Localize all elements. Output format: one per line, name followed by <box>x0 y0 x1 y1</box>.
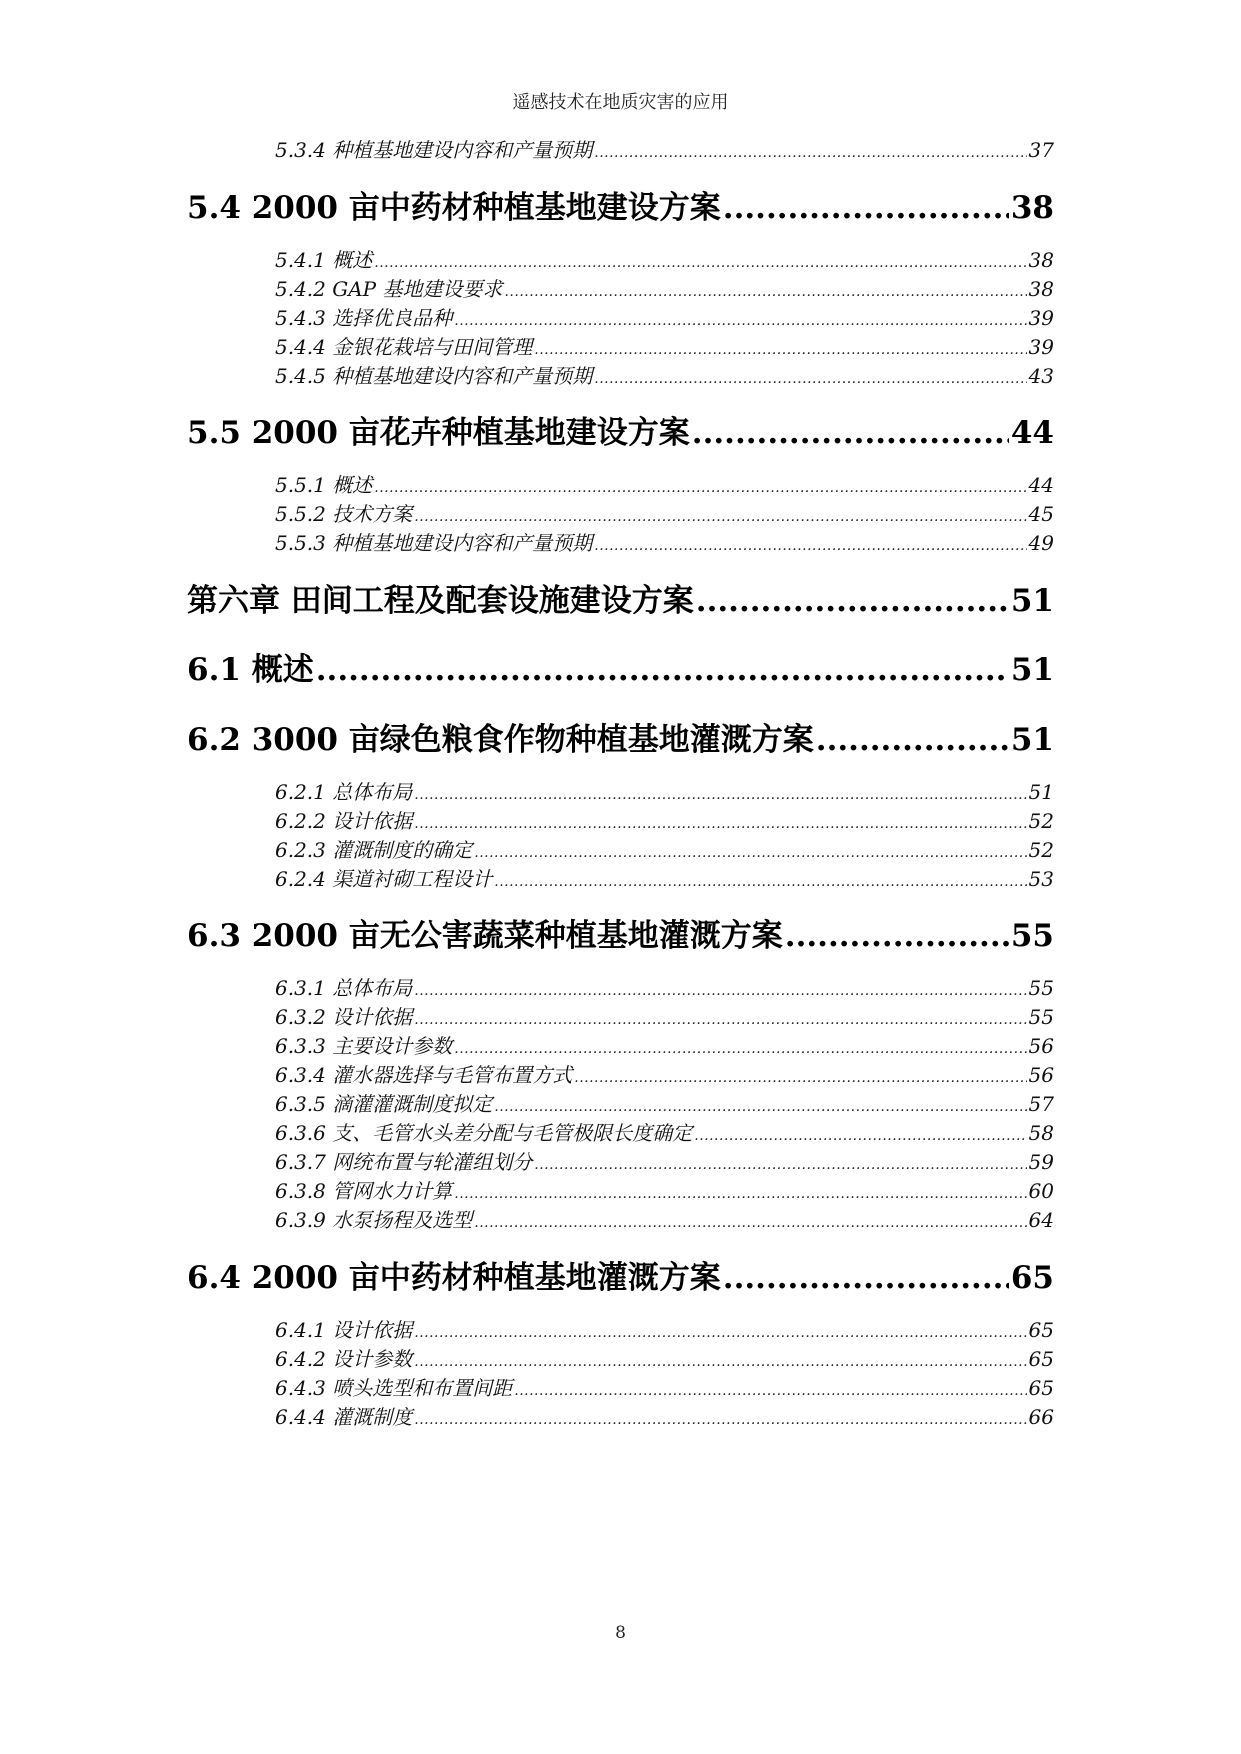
toc-entry-page: 39 <box>1028 306 1054 330</box>
toc-entry-label: 第六章 田间工程及配套设施建设方案 <box>187 583 694 619</box>
toc-section-entry[interactable] <box>187 188 1054 228</box>
toc-dot-leader <box>414 500 1026 531</box>
toc-subsection-entry[interactable] <box>275 1206 1054 1234</box>
toc-dot-leader <box>494 865 1026 896</box>
toc-entry-label: 5.5.1 概述 <box>275 473 373 497</box>
toc-entry-page: 65 <box>1028 1347 1054 1371</box>
toc-entry-label: 5.4 2000 亩中药材种植基地建设方案 <box>187 190 721 226</box>
toc-section-entry[interactable] <box>187 916 1054 956</box>
toc-subsection-entry[interactable] <box>275 333 1054 361</box>
toc-subsection-entry[interactable] <box>275 865 1054 893</box>
toc-subsection-entry[interactable] <box>275 1032 1054 1060</box>
toc-dot-leader <box>816 720 1009 760</box>
toc-subsection-entry[interactable] <box>275 1403 1054 1431</box>
toc-entry-label: 5.4.2 GAP 基地建设要求 <box>275 277 503 301</box>
page-number: 8 <box>615 1623 626 1643</box>
toc-dot-leader <box>696 581 1009 621</box>
toc-entry-page: 65 <box>1028 1318 1054 1342</box>
toc-entry-label: 6.2.3 灌溉制度的确定 <box>275 838 473 862</box>
toc-entry-label: 6.2.4 渠道衬砌工程设计 <box>275 867 493 891</box>
toc-subsection-entry[interactable] <box>275 778 1054 806</box>
toc-entry-label: 6.2.2 设计依据 <box>275 809 413 833</box>
toc-dot-leader <box>454 304 1026 335</box>
toc-subsection-entry[interactable] <box>275 1003 1054 1031</box>
toc-dot-leader <box>494 1090 1026 1121</box>
toc-entry-label: 6.3.3 主要设计参数 <box>275 1034 453 1058</box>
toc-entry-label: 5.5.3 种植基地建设内容和产量预期 <box>275 531 593 555</box>
toc-dot-leader <box>414 807 1026 838</box>
toc-entry-label: 5.3.4 种植基地建设内容和产量预期 <box>275 138 593 162</box>
toc-subsection-entry[interactable] <box>275 275 1054 303</box>
toc-dot-leader <box>414 1003 1026 1034</box>
toc-subsection-entry[interactable] <box>275 1374 1054 1402</box>
toc-entry-label: 6.1 概述 <box>187 652 314 688</box>
toc-dot-leader <box>454 1177 1026 1208</box>
toc-subsection-entry[interactable] <box>275 246 1054 274</box>
toc-entry-label: 6.3.6 支、毛管水头差分配与毛管极限长度确定 <box>275 1121 693 1145</box>
toc-entry-label: 6.3.9 水泵扬程及选型 <box>275 1208 473 1232</box>
toc-dot-leader <box>534 1148 1026 1179</box>
toc-section-entry[interactable] <box>187 1258 1054 1298</box>
toc-dot-leader <box>594 529 1026 560</box>
toc-entry-page: 45 <box>1028 502 1054 526</box>
toc-dot-leader <box>414 974 1026 1005</box>
toc-entry-page: 43 <box>1028 364 1054 388</box>
toc-entry-page: 57 <box>1028 1092 1054 1116</box>
toc-entry-page: 66 <box>1028 1405 1054 1429</box>
toc-dot-leader <box>316 650 1009 690</box>
toc-subsection-entry[interactable] <box>275 1061 1054 1089</box>
toc-dot-leader <box>374 471 1026 502</box>
toc-entry-label: 6.4.2 设计参数 <box>275 1347 413 1371</box>
toc-entry-page: 49 <box>1028 531 1054 555</box>
toc-entry-label: 5.4.4 金银花栽培与田间管理 <box>275 335 533 359</box>
toc-subsection-entry[interactable] <box>275 362 1054 390</box>
toc-entry-page: 58 <box>1028 1121 1054 1145</box>
toc-dot-leader <box>534 333 1026 364</box>
toc-section-entry[interactable] <box>187 650 1054 690</box>
toc-entry-page: 56 <box>1028 1063 1054 1087</box>
toc-entry-page: 65 <box>1028 1376 1054 1400</box>
toc-dot-leader <box>504 275 1026 306</box>
toc-dot-leader <box>454 1032 1026 1063</box>
toc-entry-page: 55 <box>1028 1005 1054 1029</box>
toc-subsection-entry[interactable] <box>275 500 1054 528</box>
toc-subsection-entry[interactable] <box>275 974 1054 1002</box>
toc-entry-page: 52 <box>1028 809 1054 833</box>
toc-entry-label: 6.3 2000 亩无公害蔬菜种植基地灌溉方案 <box>187 918 783 954</box>
toc-subsection-entry[interactable] <box>275 471 1054 499</box>
toc-subsection-entry[interactable] <box>275 136 1054 164</box>
toc-entry-label: 6.4.3 喷头选型和布置间距 <box>275 1376 513 1400</box>
toc-dot-leader <box>414 1345 1026 1376</box>
toc-section-entry[interactable] <box>187 413 1054 453</box>
toc-subsection-entry[interactable] <box>275 1148 1054 1176</box>
toc-subsection-entry[interactable] <box>275 1177 1054 1205</box>
toc-dot-leader <box>414 1316 1026 1347</box>
toc-subsection-entry[interactable] <box>275 1090 1054 1118</box>
toc-dot-leader <box>474 836 1026 867</box>
toc-entry-page: 51 <box>1010 652 1054 688</box>
toc-subsection-entry[interactable] <box>275 836 1054 864</box>
toc-entry-page: 52 <box>1028 838 1054 862</box>
toc-dot-leader <box>594 362 1026 393</box>
toc-subsection-entry[interactable] <box>275 529 1054 557</box>
toc-dot-leader <box>474 1206 1026 1237</box>
toc-subsection-entry[interactable] <box>275 304 1054 332</box>
toc-subsection-entry[interactable] <box>275 1119 1054 1147</box>
toc-entry-page: 38 <box>1028 248 1054 272</box>
toc-entry-label: 6.3.1 总体布局 <box>275 976 413 1000</box>
toc-dot-leader <box>574 1061 1026 1092</box>
toc-dot-leader <box>374 246 1026 277</box>
toc-entry-page: 51 <box>1028 780 1054 804</box>
toc-entry-label: 6.3.5 滴灌灌溉制度拟定 <box>275 1092 493 1116</box>
toc-entry-label: 5.4.3 选择优良品种 <box>275 306 453 330</box>
toc-entry-page: 38 <box>1010 190 1054 226</box>
toc-entry-label: 5.4.1 概述 <box>275 248 373 272</box>
toc-entry-label: 6.3.8 管网水力计算 <box>275 1179 453 1203</box>
toc-dot-leader <box>723 1258 1009 1298</box>
toc-dot-leader <box>414 1403 1026 1434</box>
toc-entry-page: 56 <box>1028 1034 1054 1058</box>
toc-entry-page: 37 <box>1028 138 1054 162</box>
toc-dot-leader <box>594 136 1026 167</box>
toc-entry-label: 6.2.1 总体布局 <box>275 780 413 804</box>
toc-entry-label: 5.4.5 种植基地建设内容和产量预期 <box>275 364 593 388</box>
toc-entry-label: 6.3.7 网统布置与轮灌组划分 <box>275 1150 533 1174</box>
toc-entry-page: 51 <box>1010 722 1054 758</box>
toc-entry-label: 6.4.4 灌溉制度 <box>275 1405 413 1429</box>
toc-entry-label: 5.5.2 技术方案 <box>275 502 413 526</box>
toc-entry-page: 55 <box>1028 976 1054 1000</box>
toc-dot-leader <box>692 413 1009 453</box>
toc-entry-page: 44 <box>1028 473 1054 497</box>
toc-subsection-entry[interactable] <box>275 1316 1054 1344</box>
toc-dot-leader <box>785 916 1009 956</box>
running-header: 遥感技术在地质灾害的应用 <box>512 92 729 113</box>
toc-dot-leader <box>723 188 1009 228</box>
toc-entry-page: 65 <box>1010 1260 1054 1296</box>
toc-section-entry[interactable] <box>187 720 1054 760</box>
toc-entry-page: 53 <box>1028 867 1054 891</box>
toc-entry-page: 51 <box>1010 583 1054 619</box>
toc-section-entry[interactable] <box>187 581 1054 621</box>
toc-entry-page: 64 <box>1028 1208 1054 1232</box>
toc-subsection-entry[interactable] <box>275 1345 1054 1373</box>
toc-dot-leader <box>694 1119 1026 1150</box>
toc-entry-page: 44 <box>1010 415 1054 451</box>
toc-subsection-entry[interactable] <box>275 807 1054 835</box>
toc-entry-label: 6.4 2000 亩中药材种植基地灌溉方案 <box>187 1260 721 1296</box>
toc-entry-page: 55 <box>1010 918 1054 954</box>
toc-entry-label: 6.3.2 设计依据 <box>275 1005 413 1029</box>
toc-entry-label: 6.4.1 设计依据 <box>275 1318 413 1342</box>
toc-entry-page: 38 <box>1028 277 1054 301</box>
toc-entry-page: 60 <box>1028 1179 1054 1203</box>
toc-dot-leader <box>414 778 1026 809</box>
toc-dot-leader <box>514 1374 1026 1405</box>
toc-entry-label: 5.5 2000 亩花卉种植基地建设方案 <box>187 415 690 451</box>
toc-entry-page: 39 <box>1028 335 1054 359</box>
toc-entry-page: 59 <box>1028 1150 1054 1174</box>
toc-entry-label: 6.2 3000 亩绿色粮食作物种植基地灌溉方案 <box>187 722 814 758</box>
toc-entry-label: 6.3.4 灌水器选择与毛管布置方式 <box>275 1063 573 1087</box>
